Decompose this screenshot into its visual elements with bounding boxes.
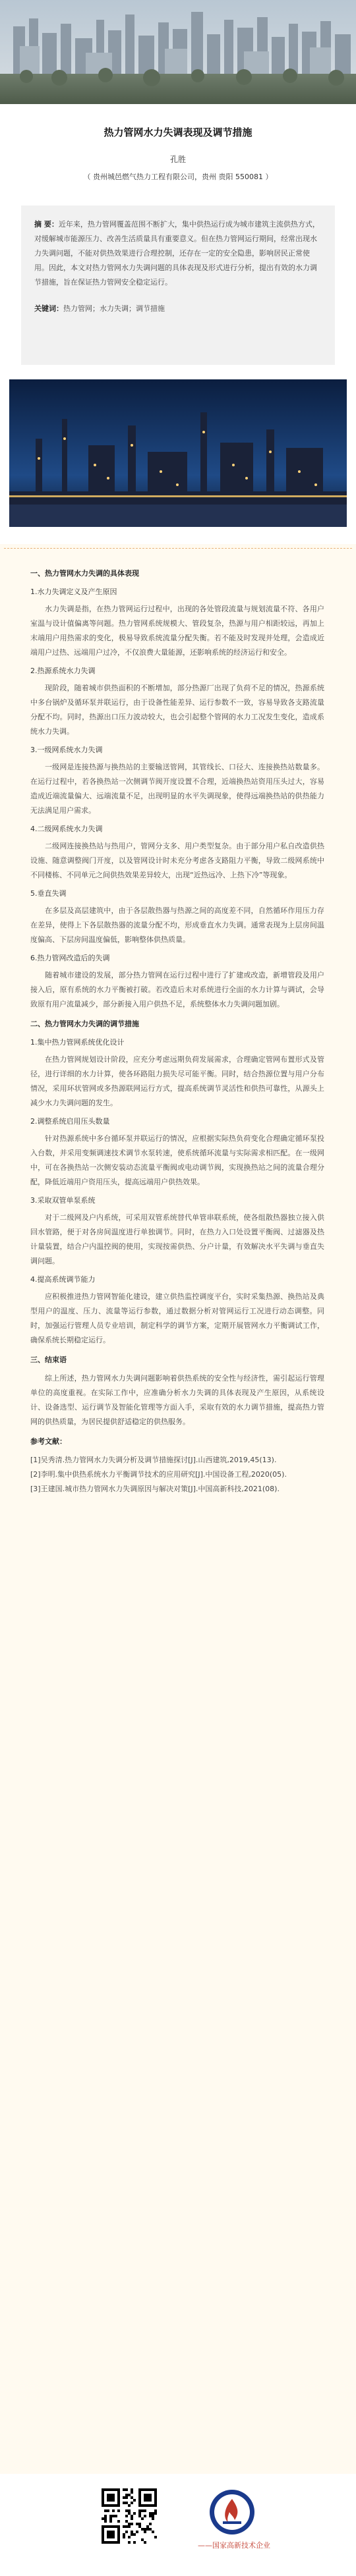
paragraph: 针对热源系统中多台循环泵并联运行的情况，应根据实际热负荷变化合理确定循环泵投入台数，并采用变频调速技术调节水泵转速，使系统循环流量与实际需求相匹配。在一级网中，可在各换热站一次侧安装动态流量平衡阀或电动调节阀，实现换热站之间的流量合理分配，降低近端用户资用压头，提高远端用户供热效果。: [30, 1134, 324, 1186]
subsection-heading: 4.提高系统调节能力: [30, 1275, 96, 1284]
paragraph: 综上所述，热力管网水力失调问题影响着供热系统的安全性与经济性，需引起运行管理单位的高度重视。在实际工作中，应准确分析水力失调的具体表现及产生原因，从系统设计、设备选型、运行调节及智能化管理等方面入手，采取有效的水力调节措施，提高热力管网的供热质量，为居民提供舒适稳定的供热服务。: [30, 1374, 324, 1426]
section-heading: 一、热力管网水力失调的具体表现: [30, 569, 139, 578]
paragraph: 在热力管网规划设计阶段，应充分考虑远期负荷发展需求，合理确定管网布置形式及管径，进行详细的水力计算，使各环路阻力损失尽可能平衡。同时，结合热源位置与用户分布情况，采用环状管网或多热源联网运行方式，提高系统调节灵活性和供热可靠性，从源头上减少水力失调问题的发生。: [30, 1055, 324, 1107]
keywords: [34, 302, 322, 316]
subsection-heading: 3.采取双管单泵系统: [30, 1196, 96, 1205]
reference-item: [2]李明.集中供热系统水力平衡调节技术的应用研究[J].中国设备工程,2020(05).: [30, 1470, 287, 1479]
section-heading: 二、热力管网水力失调的调节措施: [30, 1020, 139, 1028]
paragraph: 一级网是连接热源与换热站的主要输送管网，其管线长、口径大、连接换热站数量多。在运行过程中，若各换热站一次侧调节阀开度设置不合理，近端换热站资用压头过大，容易造成近端流量偏大、远端流量不足，出现明显的水平失调现象，使得远端换热站的供热能力无法满足用户需求。: [30, 763, 324, 815]
author: 孔胜: [169, 155, 186, 164]
article-title: 热力管网水力失调表现及调节措施: [104, 126, 252, 138]
title-block: [0, 125, 356, 182]
paragraph: 二级网连接换热站与热用户，管网分支多、用户类型复杂。由于部分用户私自改造供热设施、随意调整阀门开度，以及管网设计时未充分考虑各支路阻力平衡，导致二级网系统中不同楼栋、不同单元之间供热效果差异较大，出现“近热远冷、上热下冷”等现象。: [30, 842, 324, 879]
subsection-heading: 2.热源系统水力失调: [30, 667, 96, 675]
paragraph: 水力失调是指，在热力管网运行过程中，出现的各处管段流量与规划流量不符、各用户室温与设计值偏离等问题。热力管网系统规模大、管段复杂，热源与用户相距较远，再加上末端用户用热需求的变化，极易导致系统流量分配失衡。若不能及时发现并处理，会造成近端用户过热、远端用户过冷，不仅浪费大量能源，还影响系统的经济运行和安全。: [30, 605, 324, 657]
reference-item: [1]吴秀清.热力管网水力失调分析及调节措施探讨[J].山西建筑,2019,45(13).: [30, 1456, 277, 1464]
abstract-text: 近年来，热力管网覆盖范围不断扩大，集中供热运行成为城市建筑主流供热方式，对缓解城市能源压力、改善生活质量具有重要意义。但在热力管网运行期间，经常出现水力失调问题，不能对供热效果进行合理控制，还存在一定的安全隐患，影响居民正常使用。因此，本文对热力管网水力失调问题的具体表现及形式进行分析，提出有效的水力调节措施，旨在保证热力管网安全稳定运行。: [34, 220, 320, 287]
reference-item: [3]王建国.城市热力管网水力失调原因与解决对策[J].中国高新科技,2021(08).: [30, 1485, 280, 1493]
affiliation: （ 贵州城邑燃气热力工程有限公司，贵州 贵阳 550081 ）: [83, 173, 273, 181]
section-heading: 参考文献：: [30, 1437, 67, 1446]
enterprise-tagline: ——国家高新技术企业: [198, 2541, 270, 2550]
abstract: [34, 217, 322, 290]
article-body: [0, 544, 356, 2474]
subsection-heading: 1.水力失调定义及产生原因: [30, 588, 117, 596]
abstract-box: [21, 206, 335, 365]
qr-code-icon: [99, 2486, 160, 2546]
company-logo-icon: [208, 2488, 256, 2536]
paragraph: 在多层及高层建筑中，由于各层散热器与热源之间的高度差不同，自然循环作用压力存在差异，使得上下各层散热器的流量分配不均，形成垂直水力失调。通常表现为上层房间温度偏高、下层房间温度偏低，影响整体供热质量。: [30, 906, 324, 944]
subsection-heading: 6.热力管网改造后的失调: [30, 954, 110, 962]
dashed-divider: [4, 548, 352, 549]
section-heading: 三、结束语: [30, 1356, 67, 1364]
subsection-heading: 4.二级网系统水力失调: [30, 825, 103, 833]
subsection-heading: 1.集中热力管网系统优化设计: [30, 1038, 125, 1047]
paragraph: 随着城市建设的发展，部分热力管网在运行过程中进行了扩建或改造，新增管段及用户接入后，原有系统的水力平衡被打破。若改造后未对系统进行全面的水力计算与调试，会导致原有用户流量减少，部分新接入用户供热不足，系统整体水力失调问题加剧。: [30, 971, 324, 1008]
body-content: [30, 561, 324, 1496]
abstract-label: 摘 要：: [34, 220, 59, 229]
paragraph: 应积极推进热力管网智能化建设，建立供热监控调度平台，实时采集热源、换热站及典型用户的温度、压力、流量等运行参数，通过数据分析对管网运行工况进行动态调整。同时，加强运行管理人员专业培训，制定科学的调节方案，定期开展管网水力平衡调试工作，确保系统长期稳定运行。: [30, 1292, 324, 1344]
keywords-label: 关键词：: [34, 304, 63, 313]
subsection-heading: 5.垂直失调: [30, 889, 67, 898]
paragraph: 对于二级网及户内系统，可采用双管系统替代单管串联系统，使各组散热器独立接入供回水管路，便于对各房间温度进行单独调节。同时，在热力入口处设置平衡阀、过滤器及热计量装置，结合户内温控阀的使用，实现按需供热、分户计量，有效解决水平失调与垂直失调问题。: [30, 1213, 324, 1265]
paragraph: 现阶段，随着城市供热面积的不断增加，部分热源厂出现了负荷不足的情况，热源系统中多台锅炉及循环泵并联运行，由于设备性能差异、运行参数不一致，容易导致各支路流量分配不均。同时，热源出口压力波动较大，也会引起整个管网的水力工况发生变化，造成系统水力失调。: [30, 684, 324, 736]
subsection-heading: 2.调整系统启用压头数量: [30, 1117, 110, 1126]
plant-night-image: [9, 379, 347, 527]
subsection-heading: 3.一级网系统水力失调: [30, 746, 103, 754]
keywords-text: 热力管网；水力失调；调节措施: [63, 304, 165, 313]
footer: [0, 2474, 356, 2576]
hero-image: [0, 0, 356, 104]
